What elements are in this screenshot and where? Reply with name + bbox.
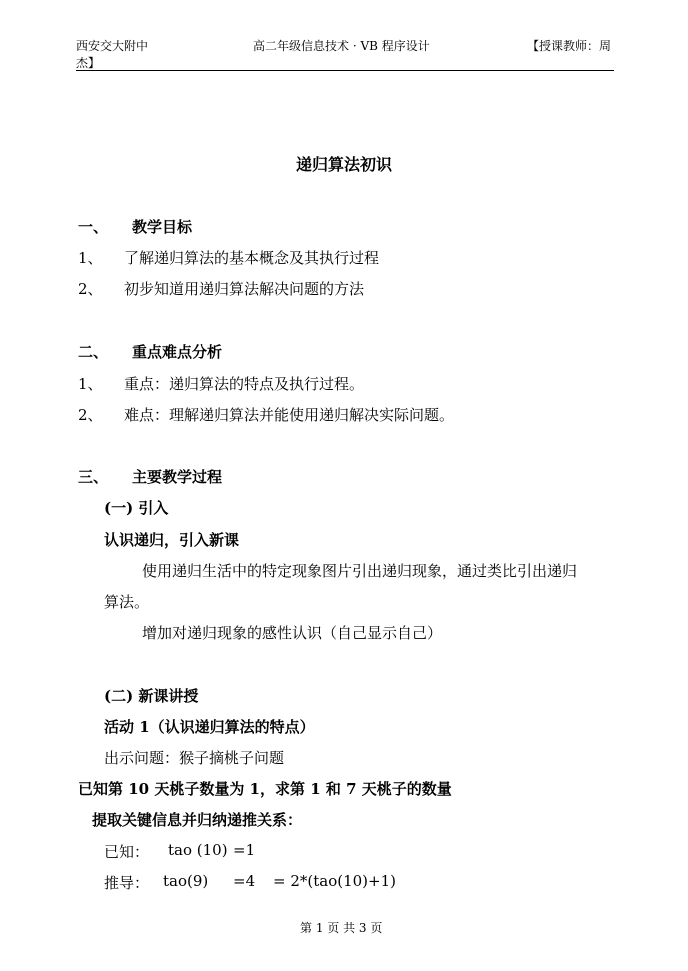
section1-heading: 教学目标: [132, 218, 193, 236]
section1-item2-number: 2、: [78, 280, 103, 298]
derive-label: 推导：: [104, 874, 150, 892]
section2-item2-text: 难点：理解递归算法并能使用递归解决实际问题。: [124, 406, 455, 424]
known-value: =1: [233, 841, 256, 859]
header-teacher-tail: 杰】: [76, 56, 101, 70]
intro-title: 认识递归，引入新课: [104, 531, 240, 549]
problem-statement: 出示问题：猴子摘桃子问题: [104, 749, 285, 767]
activity-title: 活动 1（认识递归算法的特点）: [104, 718, 315, 736]
known-condition: 已知第 10 天桃子数量为 1，求第 1 和 7 天桃子的数量: [78, 780, 452, 798]
header-course: 高二年级信息技术 · VB 程序设计: [253, 39, 430, 53]
derive-value: =4: [233, 872, 256, 890]
derive-formula: = 2*(tao(10)+1): [273, 872, 396, 890]
page-title: 递归算法初识: [296, 155, 393, 174]
page-number: 第 1 页 共 3 页: [300, 921, 383, 935]
section2-item1-text: 重点：递归算法的特点及执行过程。: [124, 375, 365, 393]
section2-number: 二、: [78, 343, 109, 361]
extract-relation: 提取关键信息并归纳递推关系：: [92, 811, 303, 829]
known-label: 已知：: [104, 843, 150, 861]
section1-item1-text: 了解递归算法的基本概念及其执行过程: [124, 249, 380, 267]
section3-number: 三、: [78, 468, 109, 486]
section2-item1-number: 1、: [78, 375, 103, 393]
intro-paragraph-line1: 使用递归生活中的特定现象图片引出递归现象，通过类比引出递归: [142, 562, 578, 580]
known-expression: tao (10): [168, 841, 228, 859]
section2-heading: 重点难点分析: [132, 343, 223, 361]
section3-heading: 主要教学过程: [132, 468, 223, 486]
section1-number: 一、: [78, 218, 109, 236]
derive-expression: tao(9): [163, 872, 209, 890]
section2-item2-number: 2、: [78, 406, 103, 424]
subsection-new-lesson: (二) 新课讲授: [104, 687, 199, 705]
section1-item1-number: 1、: [78, 249, 103, 267]
intro-paragraph-line2: 算法。: [104, 593, 150, 611]
subsection-intro: (一) 引入: [104, 499, 169, 517]
section1-item2-text: 初步知道用递归算法解决问题的方法: [124, 280, 365, 298]
intro-paragraph2: 增加对递归现象的感性认识（自己显示自己）: [142, 624, 443, 642]
header-divider: [76, 70, 614, 71]
header-teacher: 【授课教师：周: [527, 39, 612, 53]
header-school: 西安交大附中: [76, 39, 149, 53]
